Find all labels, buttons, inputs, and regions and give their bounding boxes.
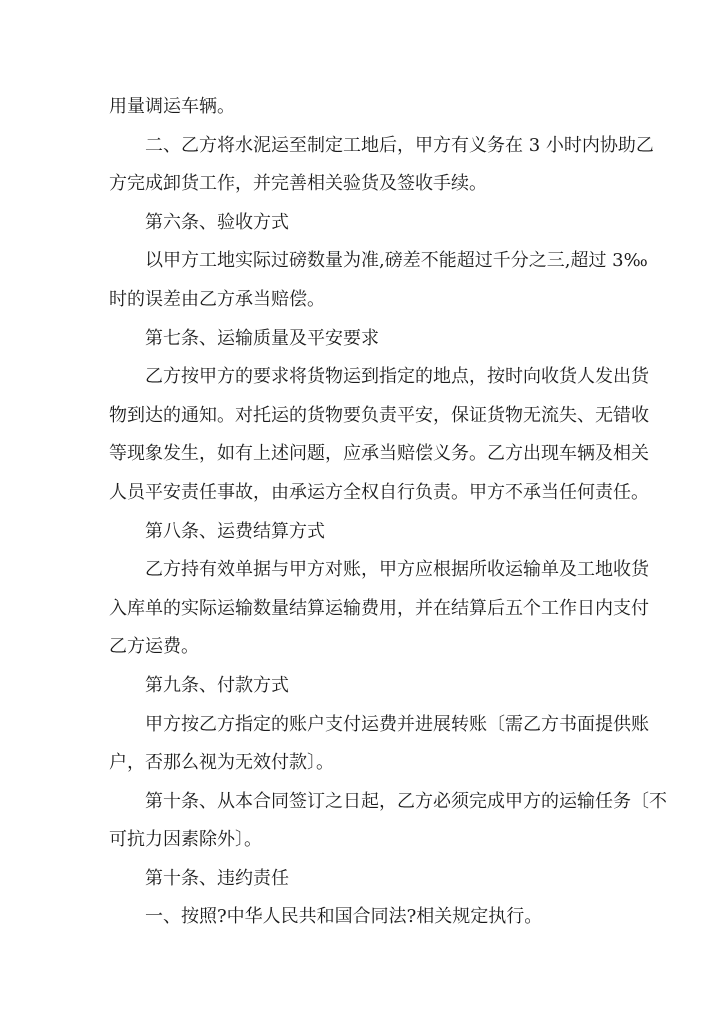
- paragraph-line: 一、按照?中华人民共和国合同法?相关规定执行。: [145, 906, 543, 928]
- text-line: 方完成卸货工作，并完善相关验货及签收手续。: [109, 173, 487, 195]
- text-line: 乙方运费。: [109, 636, 199, 658]
- text-line: 等现象发生，如有上述问题，应承当赔偿义务。乙方出现车辆及相关: [109, 443, 649, 465]
- section-heading: 第八条、运费结算方式: [145, 520, 325, 542]
- section-heading: 第九条、付款方式: [145, 674, 289, 696]
- section-heading: 第十条、违约责任: [145, 867, 289, 889]
- text-line: 可抗力因素除外〕。: [109, 829, 262, 851]
- section-heading: 第六条、验收方式: [145, 211, 289, 233]
- paragraph-line: 乙方按甲方的要求将货物运到指定的地点，按时向收货人发出货: [145, 366, 649, 388]
- paragraph-line: 甲方按乙方指定的账户支付运费并进展转账〔需乙方书面提供账: [145, 713, 649, 735]
- paragraph-line: 以甲方工地实际过磅数量为准,磅差不能超过千分之三,超过 3‰: [145, 250, 648, 272]
- text-line: 用量调运车辆。: [109, 96, 235, 117]
- document-body: [109, 88, 667, 937]
- text-line: 入库单的实际运输数量结算运输费用，并在结算后五个工作日内支付: [109, 597, 649, 619]
- paragraph-line: 第十条、从本合同签订之日起，乙方必须完成甲方的运输任务〔不: [145, 790, 667, 812]
- text-line: 时的误差由乙方承当赔偿。: [109, 288, 325, 310]
- section-heading: 第七条、运输质量及平安要求: [145, 327, 379, 349]
- text-line: 物到达的通知。对托运的货物要负责平安，保证货物无流失、无错收: [109, 404, 649, 426]
- paragraph-line: 乙方持有效单据与甲方对账，甲方应根据所收运输单及工地收货: [145, 559, 649, 581]
- text-line: 户，否那么视为无效付款〕。: [109, 752, 334, 774]
- text-line: 人员平安责任事故，由承运方全权自行负责。甲方不承当任何责任。: [109, 481, 649, 503]
- paragraph-line: 二、乙方将水泥运至制定工地后，甲方有义务在 3 小时内协助乙: [145, 134, 654, 156]
